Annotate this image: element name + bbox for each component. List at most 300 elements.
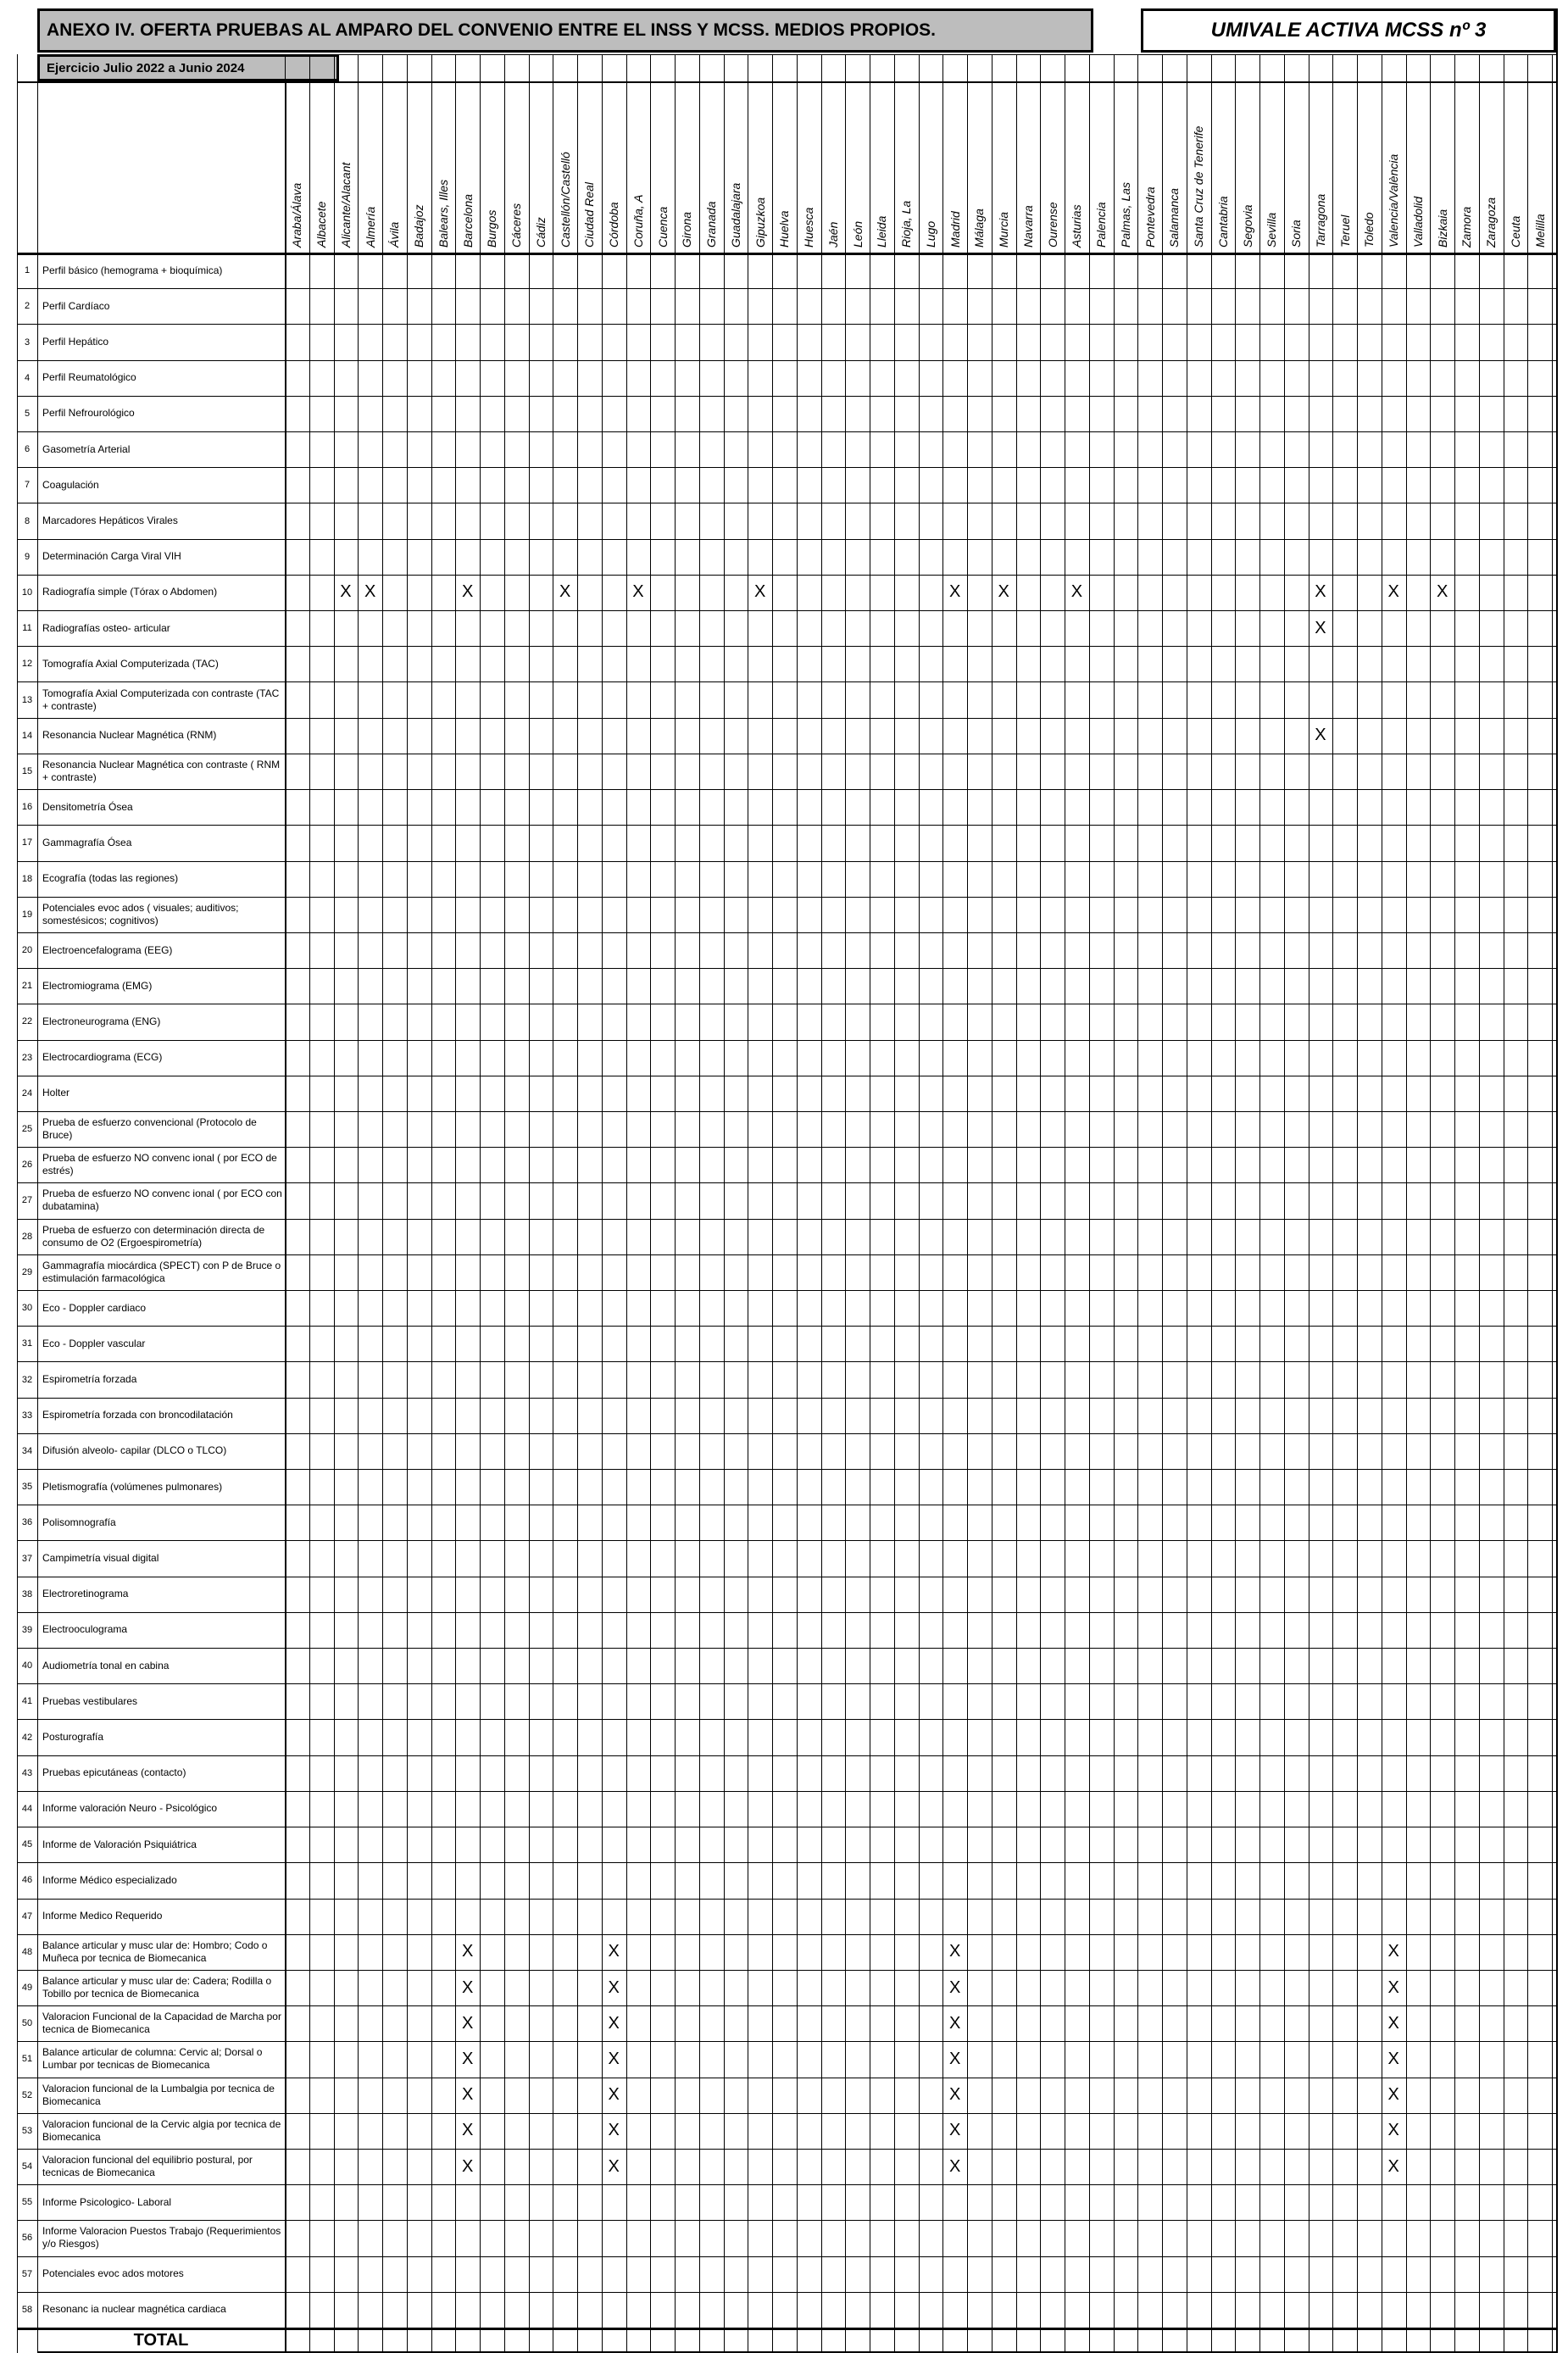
province-column-divider: [1430, 81, 1431, 2353]
test-name: Radiografías osteo- articular: [42, 621, 170, 634]
row-number: 32: [21, 1374, 33, 1385]
header-cell-divider: [942, 54, 943, 81]
header-cell-divider: [1357, 54, 1358, 81]
test-name: Balance articular y musc ular de: Hombro; Codo o Muñeca por tecnica de Biomecanica: [42, 1939, 268, 1964]
test-name: Resonancia Nuclear Magnética (RNM): [42, 729, 217, 742]
availability-mark: X: [948, 2013, 961, 2033]
availability-mark: X: [608, 1942, 620, 1961]
row-number: 17: [21, 837, 33, 848]
test-name: Balance articular de columna: Cervic al; Dorsal o Lumbar por tecnicas de Biomecanica: [42, 2046, 263, 2072]
header-cell-divider: [845, 54, 846, 81]
row-number: 55: [21, 2197, 33, 2208]
province-column-divider: [358, 81, 359, 2353]
test-name: Informe Medico Requerido: [42, 1910, 163, 1922]
header-cell-divider: [577, 54, 578, 81]
row-number: 15: [21, 765, 33, 776]
availability-mark: X: [948, 2156, 961, 2176]
header-cell-divider: [1040, 54, 1041, 81]
province-column-divider: [845, 81, 846, 2353]
test-name: Balance articular y musc ular de: Cadera; Rodilla o Tobillo por tecnica de Biomecanica: [42, 1975, 272, 2000]
province-column-divider: [894, 81, 895, 2353]
province-header: Melilla: [1532, 214, 1547, 248]
row-number: 20: [21, 945, 33, 956]
province-header: Araba/Álava: [290, 182, 304, 248]
test-name: Coagulación: [42, 478, 99, 491]
province-column-divider: [1406, 81, 1407, 2353]
test-name: Perfil Nefrourológico: [42, 407, 135, 420]
test-name: Perfil Cardíaco: [42, 299, 110, 312]
province-header: Alicante/Alacant: [338, 162, 353, 248]
row-number: 38: [21, 1588, 33, 1599]
row-number: 18: [21, 873, 33, 884]
province-column-divider: [1259, 81, 1260, 2353]
row-number: 10: [21, 587, 33, 598]
test-name: Pruebas epicutáneas (contacto): [42, 1766, 186, 1779]
test-name: Espirometría forzada con broncodilatación: [42, 1409, 233, 1421]
test-name: Informe de Valoración Psiquiátrica: [42, 1838, 197, 1850]
header-cell-divider: [797, 54, 798, 81]
province-header: Badajoz: [412, 204, 426, 248]
header-cell-divider: [480, 54, 481, 81]
test-name: Electroretinograma: [42, 1588, 129, 1600]
availability-mark: X: [461, 1978, 474, 1997]
row-number: 6: [24, 444, 31, 455]
province-column-divider: [626, 81, 627, 2353]
province-column-divider: [1527, 81, 1528, 2353]
availability-mark: X: [1387, 582, 1399, 602]
province-column-divider: [431, 81, 432, 2353]
test-name: Informe valoración Neuro - Psicológico: [42, 1802, 218, 1815]
availability-mark: X: [461, 2156, 474, 2176]
test-name: Ecografía (todas las regiones): [42, 872, 179, 885]
annex-title: ANEXO IV. OFERTA PRUEBAS AL AMPARO DEL CONVENIO ENTRE EL INSS Y MCSS. MEDIOS PROPIOS.: [37, 8, 1093, 53]
province-column-divider: [1357, 81, 1358, 2353]
test-name: Posturografía: [42, 1731, 104, 1744]
province-header: León: [850, 220, 865, 248]
province-column-divider: [504, 81, 505, 2353]
availability-mark: X: [1387, 2049, 1399, 2068]
availability-mark: X: [1387, 2013, 1399, 2033]
row-number: 8: [24, 515, 31, 526]
province-header: Valencia/València: [1387, 153, 1401, 248]
row-number: 37: [21, 1553, 33, 1564]
province-header: Pontevedra: [1143, 186, 1157, 248]
province-header: Almería: [363, 206, 377, 248]
availability-mark: X: [1387, 2085, 1399, 2105]
province-header: Granada: [704, 201, 719, 248]
availability-mark: X: [1387, 1978, 1399, 1997]
province-column-divider: [992, 81, 993, 2353]
row-number: 39: [21, 1624, 33, 1635]
province-header: Teruel: [1337, 214, 1352, 248]
province-header: Cáceres: [509, 203, 524, 248]
test-name: Prueba de esfuerzo NO convenc ional ( por ECO de estrés): [42, 1152, 277, 1177]
row-number: 22: [21, 1016, 33, 1027]
row-number: 1: [24, 265, 31, 276]
header-cell-divider: [894, 54, 895, 81]
test-name: Informe Psicologico- Laboral: [42, 2195, 172, 2208]
province-header: Barcelona: [460, 193, 475, 248]
header-cell-divider: [1332, 54, 1333, 81]
header-cell-divider: [1211, 54, 1212, 81]
test-name: Prueba de esfuerzo convencional (Protocolo de Bruce): [42, 1116, 257, 1142]
test-name: Difusión alveolo- capilar (DLCO o TLCO): [42, 1444, 227, 1457]
province-header: Coruña, A: [631, 194, 645, 248]
availability-mark: X: [948, 1978, 961, 1997]
row-number: 57: [21, 2268, 33, 2279]
header-cell-divider: [407, 54, 408, 81]
header-cell-divider: [772, 54, 773, 81]
row-number: 30: [21, 1303, 33, 1314]
row-number: 36: [21, 1517, 33, 1528]
test-name: Prueba de esfuerzo NO convenc ional ( por ECO con dubatamina): [42, 1188, 282, 1213]
test-name: Potenciales evoc ados motores: [42, 2267, 184, 2280]
province-header: Cuenca: [655, 206, 670, 248]
province-header: Navarra: [1020, 205, 1035, 248]
availability-mark: X: [948, 2085, 961, 2105]
province-header: Palmas, Las: [1118, 181, 1132, 248]
availability-mark: X: [461, 582, 474, 602]
header-cell-divider: [1016, 54, 1017, 81]
header-cell-divider: [1089, 54, 1090, 81]
province-header: Sevilla: [1265, 212, 1279, 248]
row-number: 51: [21, 2054, 33, 2065]
header-cell-divider: [334, 54, 335, 81]
province-header: Albacete: [314, 201, 329, 248]
availability-mark: X: [1070, 582, 1083, 602]
test-name: Gammagrafía miocárdica (SPECT) con P de Bruce o estimulación farmacológica: [42, 1259, 281, 1284]
province-column-divider: [724, 81, 725, 2353]
availability-mark: X: [608, 2013, 620, 2033]
availability-mark: X: [608, 1978, 620, 1997]
province-header: Zamora: [1460, 206, 1474, 248]
province-column-divider: [772, 81, 773, 2353]
row-number: 45: [21, 1839, 33, 1850]
test-name: Eco - Doppler vascular: [42, 1337, 146, 1349]
availability-mark: X: [998, 582, 1009, 602]
header-cell-divider: [382, 54, 383, 81]
test-name: Gasometría Arterial: [42, 442, 131, 455]
province-column-divider: [334, 81, 335, 2353]
row-number: 54: [21, 2161, 33, 2172]
province-column-divider: [480, 81, 481, 2353]
row-number: 26: [21, 1160, 33, 1171]
province-header: Cádiz: [533, 217, 548, 248]
header-cell-divider: [675, 54, 676, 81]
test-name: Resonanc ia nuclear magnética cardiaca: [42, 2303, 226, 2316]
header-cell-divider: [602, 54, 603, 81]
header-cell-divider: [358, 54, 359, 81]
test-name: Valoracion Funcional de la Capacidad de Marcha por tecnica de Biomecanica: [42, 2011, 281, 2036]
availability-mark: X: [461, 2085, 474, 2105]
province-column-divider: [1235, 81, 1236, 2353]
period-label: Ejercicio Julio 2022 a Junio 2024: [37, 54, 339, 81]
province-column-divider: [1114, 81, 1115, 2353]
row-number: 44: [21, 1803, 33, 1814]
header-cell-divider: [1114, 54, 1115, 81]
province-header: Cantabria: [1215, 196, 1230, 248]
test-name: Electrocardiograma (ECG): [42, 1051, 163, 1064]
availability-mark: X: [1387, 2121, 1399, 2140]
header-cell-divider: [1406, 54, 1407, 81]
province-header: Guadalajara: [728, 182, 742, 248]
province-header: Ávila: [387, 221, 402, 248]
test-name: Holter: [42, 1087, 70, 1099]
province-column-divider: [967, 81, 968, 2353]
header-cell-divider: [309, 54, 310, 81]
test-name: Tomografía Axial Computerizada con contraste (TAC + contraste): [42, 687, 280, 712]
header-cell-divider: [992, 54, 993, 81]
row-number: 9: [24, 551, 31, 562]
province-header: Salamanca: [1167, 187, 1182, 248]
header-cell-divider: [1552, 54, 1553, 81]
row-number: 31: [21, 1338, 33, 1349]
province-column-divider: [821, 81, 822, 2353]
province-column-divider: [1089, 81, 1090, 2353]
test-name: Electrooculograma: [42, 1623, 128, 1636]
row-number: 43: [21, 1767, 33, 1778]
header-cell-divider: [650, 54, 651, 81]
test-name: Valoracion funcional del equilibrio postural, por tecnicas de Biomecanica: [42, 2154, 253, 2179]
province-header: Girona: [680, 211, 694, 248]
availability-mark: X: [461, 2121, 474, 2140]
row-number: 29: [21, 1266, 33, 1277]
availability-mark: X: [461, 1942, 474, 1961]
row-number: 27: [21, 1195, 33, 1206]
availability-mark: X: [753, 582, 766, 602]
test-name: Electromiograma (EMG): [42, 979, 153, 992]
test-name: Eco - Doppler cardiaco: [42, 1301, 147, 1314]
province-column-divider: [1211, 81, 1212, 2353]
province-header: Gipuzkoa: [753, 197, 767, 248]
province-column-divider: [1479, 81, 1480, 2353]
province-header: Balears, Illes: [436, 179, 450, 248]
row-number: 52: [21, 2089, 33, 2100]
row-number: 21: [21, 981, 33, 992]
availability-mark: X: [1315, 582, 1326, 602]
outer-right-border: [1556, 8, 1558, 2353]
header-cell-divider: [455, 54, 456, 81]
availability-mark: X: [1315, 618, 1326, 637]
province-header: Huelva: [777, 210, 792, 248]
row-number: 23: [21, 1052, 33, 1063]
province-column-divider: [1040, 81, 1041, 2353]
row-number: 40: [21, 1660, 33, 1672]
row-number: 49: [21, 1983, 33, 1994]
province-column-divider: [407, 81, 408, 2353]
test-name: Densitometría Ósea: [42, 800, 133, 813]
row-number: 56: [21, 2233, 33, 2244]
header-cell-divider: [626, 54, 627, 81]
province-header: Segovia: [1240, 204, 1254, 248]
province-column-divider: [1552, 81, 1553, 2353]
province-column-divider: [1454, 81, 1455, 2353]
province-header: Murcia: [997, 211, 1011, 248]
province-column-divider: [797, 81, 798, 2353]
row-number: 16: [21, 802, 33, 813]
province-header: Zaragoza: [1484, 197, 1498, 248]
province-header: Castellón/Castelló: [558, 152, 572, 248]
test-name: Prueba de esfuerzo con determinación directa de consumo de O2 (Ergoespirometría): [42, 1223, 265, 1249]
province-header: Ourense: [1045, 202, 1059, 248]
row-number: 14: [21, 730, 33, 741]
availability-mark: X: [632, 582, 644, 602]
row-number: 7: [24, 480, 31, 491]
province-header: Madrid: [948, 211, 962, 248]
province-column-divider: [577, 81, 578, 2353]
test-name: Determinación Carga Viral VIH: [42, 550, 181, 563]
test-name: Valoracion funcional de la Cervic algia por tecnica de Biomecanica: [42, 2117, 281, 2143]
availability-mark: X: [364, 582, 376, 602]
row-number: 2: [24, 301, 31, 312]
test-name: Informe Médico especializado: [42, 1873, 177, 1886]
header-cell-divider: [967, 54, 968, 81]
test-column-divider: [285, 81, 286, 2353]
header-cell-divider: [1259, 54, 1260, 81]
province-column-divider: [699, 81, 700, 2353]
province-header: Santa Cruz de Tenerife: [1192, 125, 1206, 248]
test-name: Pruebas vestibulares: [42, 1694, 138, 1707]
header-row-line: [339, 54, 1556, 55]
provinces-header-top-line: [17, 81, 1556, 83]
test-name: Valoracion funcional de la Lumbalgia por tecnica de Biomecanica: [42, 2082, 275, 2107]
header-cell-divider: [1454, 54, 1455, 81]
availability-mark: X: [948, 582, 961, 602]
test-name: Electroencefalograma (EEG): [42, 943, 173, 956]
row-number: 19: [21, 909, 33, 920]
row-number: 33: [21, 1410, 33, 1421]
province-column-divider: [1332, 81, 1333, 2353]
test-name: Tomografía Axial Computerizada (TAC): [42, 657, 219, 670]
row-number: 41: [21, 1696, 33, 1707]
province-header: Tarragona: [1313, 193, 1327, 248]
availability-mark: X: [1315, 726, 1326, 745]
test-name: Polisomnografía: [42, 1516, 116, 1528]
availability-mark: X: [559, 582, 571, 602]
test-name: Marcadores Hepáticos Virales: [42, 515, 178, 527]
province-header: Palencia: [1094, 202, 1109, 248]
row-number: 24: [21, 1087, 33, 1099]
row-number: 46: [21, 1875, 33, 1886]
province-header: Ceuta: [1508, 215, 1522, 248]
availability-mark: X: [948, 2049, 961, 2068]
province-column-divider: [675, 81, 676, 2353]
row-number: 12: [21, 659, 33, 670]
test-name: Campimetría visual digital: [42, 1552, 159, 1565]
province-header: Bizkaia: [1435, 209, 1449, 248]
row-number: 48: [21, 1946, 33, 1957]
province-header: Lleida: [875, 215, 889, 248]
province-column-divider: [529, 81, 530, 2353]
row-number: 34: [21, 1445, 33, 1456]
row-number: 47: [21, 1911, 33, 1922]
header-cell-divider: [1479, 54, 1480, 81]
test-name: Perfil Hepático: [42, 336, 109, 348]
row-number: 50: [21, 2018, 33, 2029]
row-number: 4: [24, 372, 31, 383]
header-cell-divider: [431, 54, 432, 81]
province-header: Burgos: [485, 209, 499, 248]
test-name: Pletismografía (volúmenes pulmonares): [42, 1480, 223, 1493]
province-header: Valladolid: [1410, 196, 1425, 248]
province-header: Córdoba: [607, 202, 621, 248]
availability-mark: X: [1387, 1942, 1399, 1961]
test-name: Perfil básico (hemograma + bioquímica): [42, 264, 223, 276]
province-column-divider: [309, 81, 310, 2353]
province-column-divider: [382, 81, 383, 2353]
row-number: 42: [21, 1732, 33, 1743]
row-number: 53: [21, 2125, 33, 2136]
header-cell-divider: [504, 54, 505, 81]
test-name: Gammagrafía Ósea: [42, 836, 132, 848]
availability-mark: X: [608, 2049, 620, 2068]
row-number: 28: [21, 1231, 33, 1242]
header-cell-divider: [821, 54, 822, 81]
mutua-name: UMIVALE ACTIVA MCSS nº 3: [1141, 8, 1556, 53]
test-name: Potenciales evoc ados ( visuales; auditivos; somestésicos; cognitivos): [42, 901, 239, 926]
test-name: Perfil Reumatológico: [42, 371, 136, 384]
province-header: Toledo: [1362, 212, 1376, 248]
province-header: Asturias: [1070, 204, 1084, 248]
row-number: 25: [21, 1124, 33, 1135]
header-cell-divider: [1430, 54, 1431, 81]
header-cell-divider: [1162, 54, 1163, 81]
header-cell-divider: [529, 54, 530, 81]
row-number: 35: [21, 1482, 33, 1493]
province-column-divider: [1162, 81, 1163, 2353]
availability-mark: X: [1387, 2156, 1399, 2176]
test-name: Informe Valoracion Puestos Trabajo (Requerimientos y/o Riesgos): [42, 2225, 281, 2250]
row-number: 5: [24, 408, 31, 419]
availability-mark: X: [1436, 582, 1448, 602]
availability-mark: X: [340, 582, 352, 602]
province-header: Rioja, La: [899, 200, 914, 248]
header-cell-divider: [1527, 54, 1528, 81]
header-cell-divider: [724, 54, 725, 81]
availability-mark: X: [608, 2121, 620, 2140]
test-name: Radiografía simple (Tórax o Abdomen): [42, 586, 218, 598]
total-label: TOTAL: [133, 2330, 189, 2350]
province-header: Málaga: [972, 209, 987, 248]
availability-mark: X: [608, 2085, 620, 2105]
province-header: Jaén: [826, 221, 840, 248]
province-column-divider: [650, 81, 651, 2353]
row-number: 58: [21, 2304, 33, 2315]
availability-mark: X: [948, 2121, 961, 2140]
row-number: 11: [22, 623, 32, 634]
province-column-divider: [1284, 81, 1285, 2353]
province-header: Ciudad Real: [582, 181, 597, 248]
province-header: Soria: [1289, 220, 1304, 248]
province-column-divider: [919, 81, 920, 2353]
availability-mark: X: [461, 2049, 474, 2068]
header-cell-divider: [1235, 54, 1236, 81]
test-name: Audiometría tonal en cabina: [42, 1659, 170, 1672]
header-cell-divider: [699, 54, 700, 81]
availability-mark: X: [461, 2013, 474, 2033]
header-cell-divider: [285, 54, 286, 81]
availability-mark: X: [608, 2156, 620, 2176]
header-cell-divider: [1284, 54, 1285, 81]
test-name: Resonancia Nuclear Magnética con contraste ( RNM + contraste): [42, 758, 281, 783]
row-number: 3: [24, 337, 31, 348]
header-cell-divider: [919, 54, 920, 81]
province-header: Lugo: [923, 220, 937, 248]
province-header: Huesca: [802, 207, 816, 248]
availability-mark: X: [948, 1942, 961, 1961]
province-column-divider: [1016, 81, 1017, 2353]
test-name: Espirometría forzada: [42, 1373, 137, 1385]
